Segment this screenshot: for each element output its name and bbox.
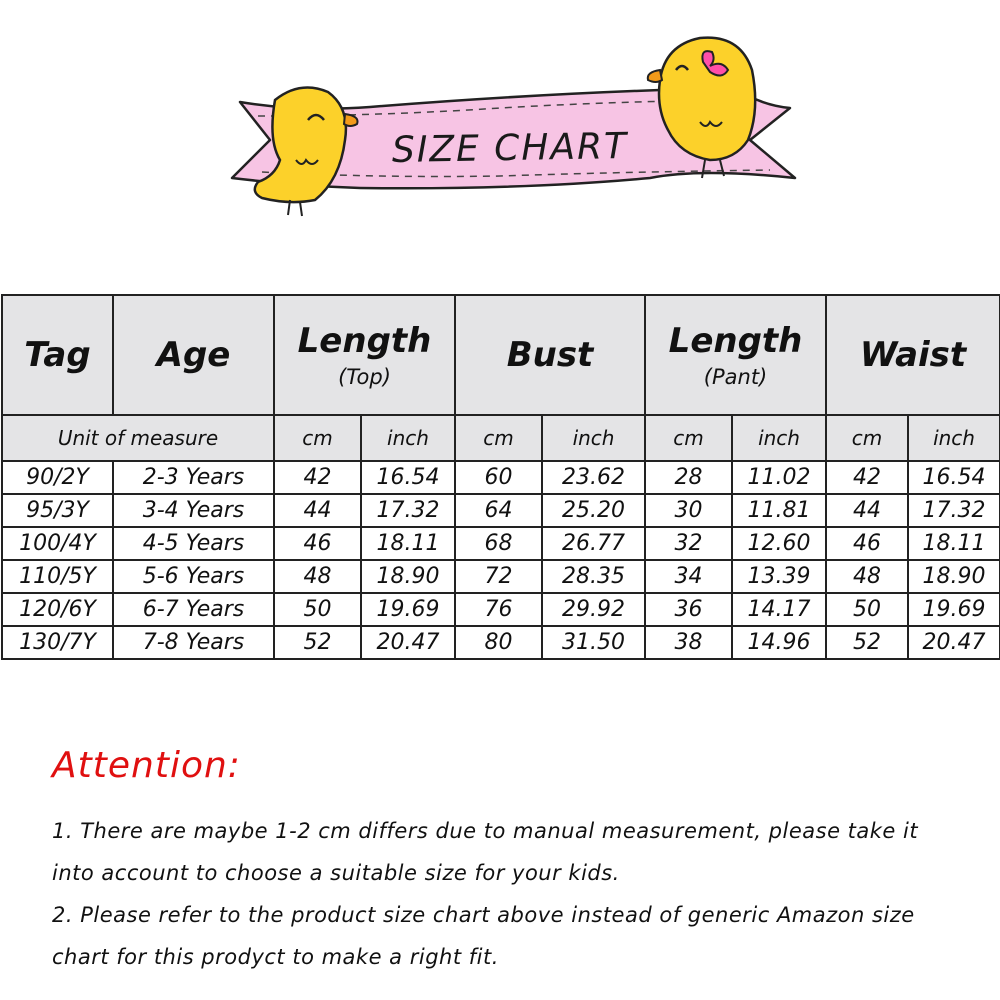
table-cell: 5-6 Years	[113, 560, 274, 593]
table-row	[2, 461, 1000, 494]
table-cell: 31.50	[542, 626, 645, 659]
note-2: 2. Please refer to the product size chart above instead of generic Amazon size chart for this prodyct to make a right fit.	[52, 903, 915, 969]
table-cell: 20.47	[361, 626, 455, 659]
unit-cell: inch	[908, 415, 1000, 461]
table-cell: 29.92	[542, 593, 645, 626]
unit-cell: cm	[645, 415, 732, 461]
table-cell: 100/4Y	[2, 527, 113, 560]
table-cell: 18.90	[361, 560, 455, 593]
table-row	[2, 593, 1000, 626]
table-cell: 32	[645, 527, 732, 560]
table-cell: 18.90	[908, 560, 1000, 593]
unit-cell: cm	[826, 415, 908, 461]
table-cell: 4-5 Years	[113, 527, 274, 560]
table-cell: 34	[645, 560, 732, 593]
header-length-pant: Length (Pant)	[645, 295, 826, 415]
table-cell: 25.20	[542, 494, 645, 527]
table-cell: 48	[826, 560, 908, 593]
unit-cell: inch	[542, 415, 645, 461]
table-cell: 95/3Y	[2, 494, 113, 527]
table-cell: 50	[826, 593, 908, 626]
header-age: Age	[113, 295, 274, 415]
table-cell: 13.39	[732, 560, 826, 593]
table-cell: 44	[274, 494, 361, 527]
unit-cell: inch	[732, 415, 826, 461]
table-cell: 52	[826, 626, 908, 659]
unit-cell: inch	[361, 415, 455, 461]
table-cell: 46	[274, 527, 361, 560]
table-cell: 30	[645, 494, 732, 527]
header-length-top: Length (Top)	[274, 295, 455, 415]
unit-cell: cm	[274, 415, 361, 461]
header-tag: Tag	[2, 295, 113, 415]
attention-title: Attention:	[52, 745, 241, 786]
size-table	[1, 294, 1000, 660]
table-cell: 28	[645, 461, 732, 494]
table-cell: 90/2Y	[2, 461, 113, 494]
note-1: 1. There are maybe 1-2 cm differs due to manual measurement, please take it into account to choose a suitable size for your kids.	[52, 819, 919, 885]
table-cell: 19.69	[908, 593, 1000, 626]
table-cell: 18.11	[361, 527, 455, 560]
table-row	[2, 626, 1000, 659]
table-cell: 42	[826, 461, 908, 494]
table-cell: 28.35	[542, 560, 645, 593]
table-cell: 23.62	[542, 461, 645, 494]
table-cell: 42	[274, 461, 361, 494]
table-cell: 26.77	[542, 527, 645, 560]
table-cell: 17.32	[361, 494, 455, 527]
unit-row	[2, 415, 1000, 461]
table-cell: 16.54	[908, 461, 1000, 494]
table-cell: 52	[274, 626, 361, 659]
table-cell: 3-4 Years	[113, 494, 274, 527]
header-row	[2, 295, 1000, 415]
table-cell: 7-8 Years	[113, 626, 274, 659]
table-cell: 16.54	[361, 461, 455, 494]
table-cell: 64	[455, 494, 542, 527]
table-cell: 36	[645, 593, 732, 626]
table-cell: 12.60	[732, 527, 826, 560]
size-chart-banner	[0, 0, 1000, 260]
table-cell: 17.32	[908, 494, 1000, 527]
table-cell: 14.17	[732, 593, 826, 626]
table-cell: 110/5Y	[2, 560, 113, 593]
table-cell: 2-3 Years	[113, 461, 274, 494]
table-cell: 11.02	[732, 461, 826, 494]
table-cell: 80	[455, 626, 542, 659]
table-row	[2, 560, 1000, 593]
table-cell: 20.47	[908, 626, 1000, 659]
table-cell: 44	[826, 494, 908, 527]
table-row	[2, 494, 1000, 527]
banner-title: SIZE CHART	[391, 125, 629, 172]
table-cell: 48	[274, 560, 361, 593]
unit-cell: cm	[455, 415, 542, 461]
table-cell: 72	[455, 560, 542, 593]
table-cell: 130/7Y	[2, 626, 113, 659]
size-rows	[2, 461, 1000, 659]
table-cell: 60	[455, 461, 542, 494]
table-cell: 19.69	[361, 593, 455, 626]
table-cell: 46	[826, 527, 908, 560]
table-cell: 68	[455, 527, 542, 560]
unit-label: Unit of measure	[2, 415, 274, 461]
header-bust: Bust	[455, 295, 645, 415]
table-cell: 18.11	[908, 527, 1000, 560]
table-cell: 50	[274, 593, 361, 626]
table-cell: 76	[455, 593, 542, 626]
header-waist: Waist	[826, 295, 1000, 415]
table-row	[2, 527, 1000, 560]
table-cell: 120/6Y	[2, 593, 113, 626]
table-cell: 6-7 Years	[113, 593, 274, 626]
table-cell: 11.81	[732, 494, 826, 527]
table-cell: 38	[645, 626, 732, 659]
table-cell: 14.96	[732, 626, 826, 659]
